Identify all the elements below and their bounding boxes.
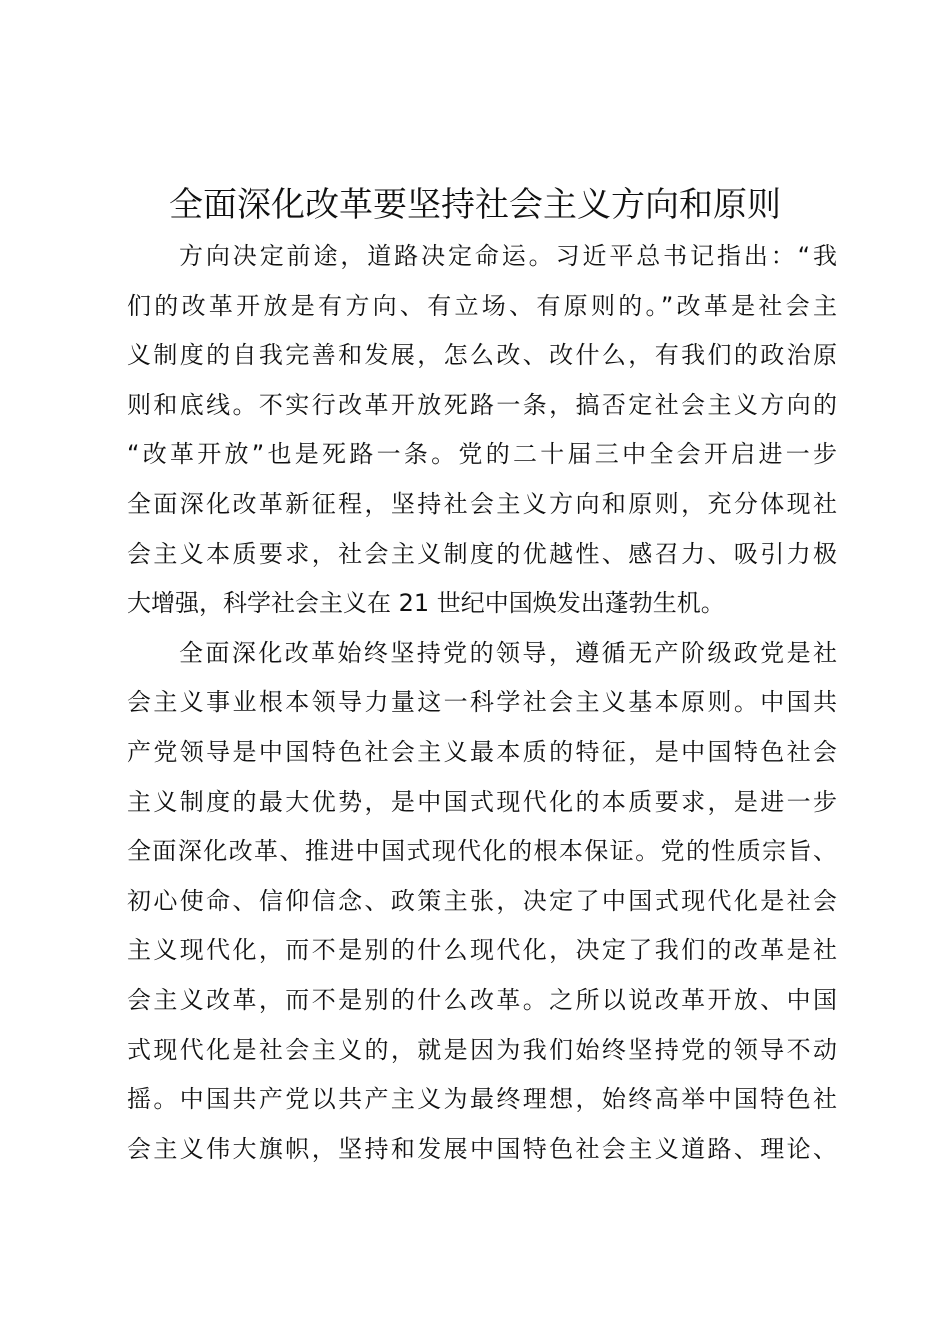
- paragraph-line: 全面深化改革新征程，坚持社会主义方向和原则，充分体现社: [127, 489, 837, 518]
- paragraph-line: 方向决定前途，道路决定命运。习近平总书记指出：“我: [179, 242, 837, 270]
- paragraph-line: 主义制度的最大优势，是中国式现代化的本质要求，是进一步: [127, 787, 837, 816]
- paragraph-line: “改革开放”也是死路一条。党的二十届三中全会开启进一步: [127, 440, 837, 469]
- document-title: 全面深化改革要坚持社会主义方向和原则: [169, 185, 781, 225]
- document-body: [127, 232, 837, 1174]
- paragraph-line: 大增强，科学社会主义在 21 世纪中国焕发出蓬勃生机。: [127, 589, 725, 618]
- paragraph-line: 会主义本质要求，社会主义制度的优越性、感召力、吸引力极: [127, 539, 837, 568]
- paragraph-1: [127, 232, 837, 629]
- paragraph-line: 会主义伟大旗帜，坚持和发展中国特色社会主义道路、理论、: [127, 1134, 837, 1163]
- paragraph-line: 主义现代化，而不是别的什么现代化，决定了我们的改革是社: [127, 936, 837, 965]
- paragraph-line: 会主义改革，而不是别的什么改革。之所以说改革开放、中国: [127, 985, 837, 1014]
- paragraph-line: 产党领导是中国特色社会主义最本质的特征，是中国特色社会: [127, 737, 837, 766]
- paragraph-line: 则和底线。不实行改革开放死路一条，搞否定社会主义方向的: [127, 390, 837, 419]
- paragraph-line: 会主义事业根本领导力量这一科学社会主义基本原则。中国共: [127, 688, 837, 717]
- paragraph-line: 式现代化是社会主义的，就是因为我们始终坚持党的领导不动: [127, 1035, 837, 1064]
- paragraph-line: 全面深化改革、推进中国式现代化的根本保证。党的性质宗旨、: [127, 837, 837, 866]
- paragraph-line: 初心使命、信仰信念、政策主张，决定了中国式现代化是社会: [127, 886, 837, 915]
- paragraph-2: [127, 629, 837, 1175]
- paragraph-line: 摇。中国共产党以共产主义为最终理想，始终高举中国特色社: [127, 1085, 837, 1114]
- paragraph-line: 们的改革开放是有方向、有立场、有原则的。”改革是社会主: [127, 291, 837, 320]
- paragraph-line: 全面深化改革始终坚持党的领导，遵循无产阶级政党是社: [179, 638, 837, 667]
- paragraph-line: 义制度的自我完善和发展，怎么改、改什么，有我们的政治原: [127, 341, 837, 370]
